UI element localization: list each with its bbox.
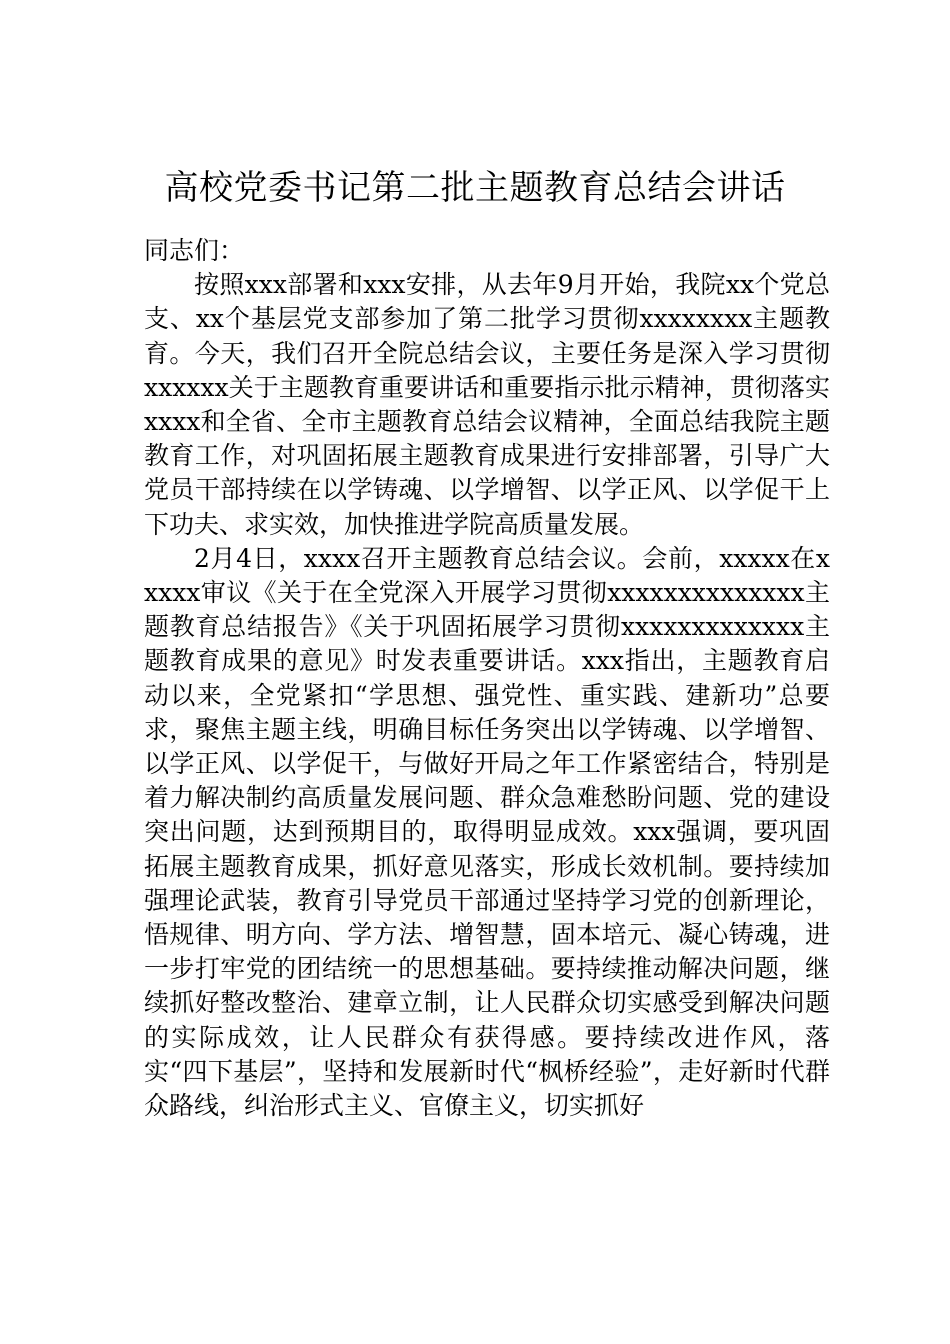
document-body (144, 224, 830, 1123)
paragraph-2: 2月4日，xxxx召开主题教育总结会议。会前，xxxxx在xxxxx审议《关于在全党深入开展学习贯彻xxxxxxxxxxxxxx主题教育总结报告》《关于巩固拓展学习贯彻xxxxxxxxxxxxx主题教育成果的意见》时发表重要讲话。xxx指出，主题教育启动以来，全党紧扣“学思想、强党性、重实践、建新功”总要求，聚焦主题主线，明确目标任务突出以学铸魂、以学增智、以学正风、以学促干，与做好开局之年工作紧密结合，特别是着力解决制约高质量发展问题、群众急难愁盼问题、党的建设突出问题，达到预期目的，取得明显成效。xxx强调，要巩固拓展主题教育成果，抓好意见落实，形成长效机制。要持续加强理论武装，教育引导党员干部通过坚持学习党的创新理论，悟规律、明方向、学方法、增智慧，固本培元、凝心铸魂，进一步打牢党的团结统一的思想基础。要持续推动解决问题，继续抓好整改整治、建章立制，让人民群众切实感受到解决问题的实际成效，让人民群众有获得感。要持续改进作风，落实“四下基层”，坚持和发展新时代“枫桥经验”，走好新时代群众路线，纠治形式主义、官僚主义，切实抓好 (144, 543, 830, 1121)
paragraph-1: 按照xxx部署和xxx安排，从去年9月开始，我院xx个党总支、xx个基层党支部参加了第二批学习贯彻xxxxxxxx主题教育。今天，我们召开全院总结会议，主要任务是深入学习贯彻xxxxxx关于主题教育重要讲话和重要指示批示精神，贯彻落实xxxx和全省、全市主题教育总结会议精神，全面总结我院主题教育工作，对巩固拓展主题教育成果进行安排部署，引导广大党员干部持续在以学铸魂、以学增智、以学正风、以学促干上下功夫、求实效，加快推进学院高质量发展。 (144, 270, 830, 539)
document-title: 高校党委书记第二批主题教育总结会讲话 (164, 168, 786, 208)
salutation: 同志们： (144, 236, 245, 265)
